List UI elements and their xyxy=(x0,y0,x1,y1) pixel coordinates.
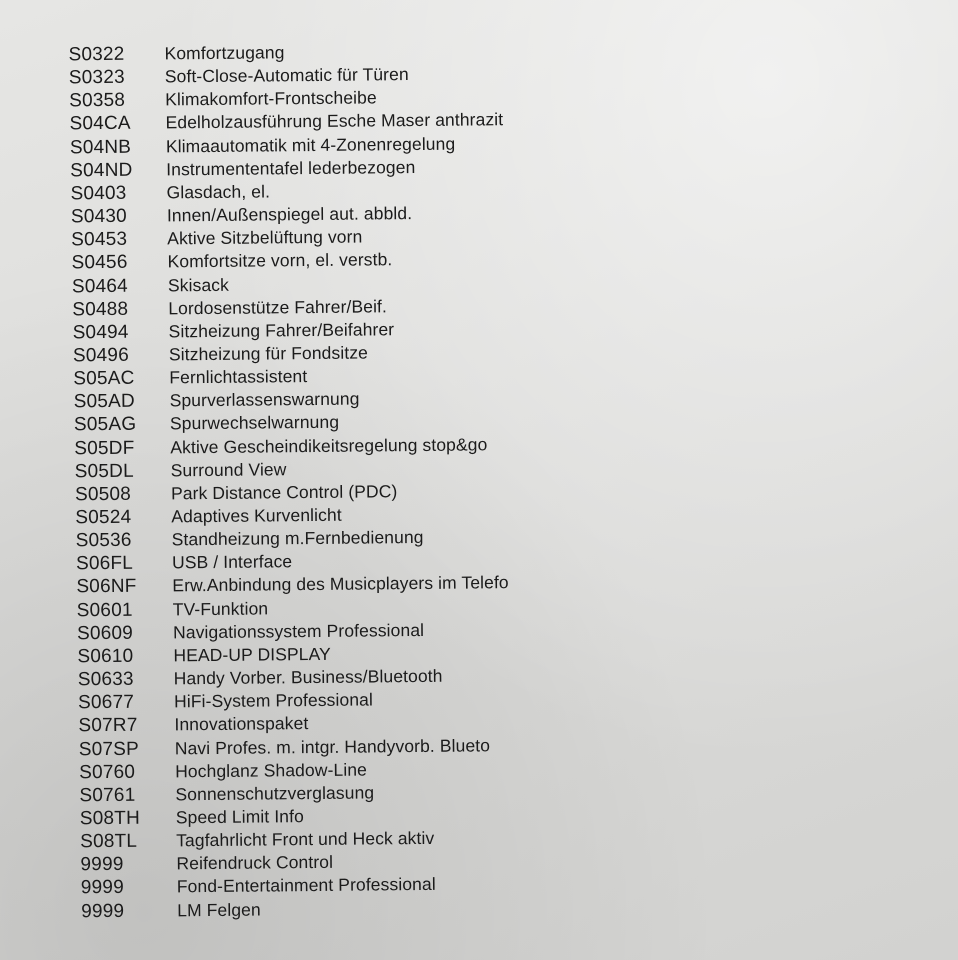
option-code: S07R7 xyxy=(78,715,138,737)
option-code: S06FL xyxy=(75,553,134,575)
option-description: Reifendruck Control xyxy=(176,852,334,874)
equipment-row xyxy=(74,411,339,437)
equipment-row xyxy=(80,827,434,853)
equipment-row xyxy=(80,851,333,876)
equipment-row xyxy=(79,734,490,761)
equipment-row xyxy=(73,365,307,390)
option-description: HEAD-UP DISPLAY xyxy=(173,643,331,666)
option-description: LM Felgen xyxy=(177,899,261,920)
equipment-row xyxy=(76,551,292,576)
option-code: S05DL xyxy=(74,460,134,482)
option-code: S0524 xyxy=(75,506,132,529)
equipment-row xyxy=(78,665,443,692)
option-code: S0322 xyxy=(68,43,125,66)
equipment-row xyxy=(73,341,368,367)
option-code: S0601 xyxy=(76,599,133,621)
equipment-row xyxy=(79,758,367,784)
option-description: Spurwechselwarnung xyxy=(169,412,340,434)
option-description: Innovationspaket xyxy=(174,713,309,735)
equipment-row xyxy=(75,480,398,506)
option-description: Handy Vorber. Business/Bluetooth xyxy=(173,665,443,689)
equipment-row xyxy=(78,712,308,737)
option-code: S06NF xyxy=(76,576,137,598)
equipment-row xyxy=(71,202,412,228)
option-code: 9999 xyxy=(81,900,125,922)
option-description: Fernlichtassistent xyxy=(169,366,308,388)
equipment-row xyxy=(73,318,395,344)
option-description: Instrumententafel lederbezogen xyxy=(166,156,416,180)
option-description: TV-Funktion xyxy=(172,598,269,619)
equipment-row xyxy=(72,273,229,298)
option-description: Innen/Außenspiegel aut. abbld. xyxy=(166,203,413,226)
option-description: Adaptives Kurvenlicht xyxy=(171,504,342,527)
option-description: Klimaautomatik mit 4-Zonenregelung xyxy=(165,133,456,157)
equipment-row xyxy=(70,156,415,182)
option-description: Sitzheizung Fahrer/Beifahrer xyxy=(168,319,395,342)
option-code: S0610 xyxy=(77,645,134,668)
option-code: S0536 xyxy=(75,529,132,552)
equipment-row xyxy=(75,504,342,530)
option-description: Tagfahrlicht Front und Heck aktiv xyxy=(176,827,435,851)
equipment-row xyxy=(68,41,284,66)
equipment-row xyxy=(70,132,456,159)
option-code: S05AG xyxy=(73,414,137,436)
option-code: S04NB xyxy=(69,136,132,158)
option-description: Navi Profes. m. intgr. Handyvorb. Blueto xyxy=(174,734,491,758)
option-description: Edelholzausführung Esche Maser anthrazit xyxy=(165,109,504,133)
equipment-row xyxy=(69,63,409,89)
option-code: S0403 xyxy=(70,182,127,205)
option-code: S05AC xyxy=(73,367,135,390)
option-code: S0761 xyxy=(79,784,136,807)
option-description: Glasdach, el. xyxy=(166,181,271,203)
option-description: Aktive Gescheindikeitsregelung stop&go xyxy=(170,433,488,457)
option-code: S0453 xyxy=(71,228,128,251)
equipment-row xyxy=(71,249,392,275)
option-code: S05DF xyxy=(74,437,135,459)
option-code: S0358 xyxy=(69,90,126,112)
equipment-row xyxy=(77,619,424,645)
option-code: S08TH xyxy=(79,807,141,830)
equipment-row xyxy=(77,643,331,668)
option-code: S08TL xyxy=(80,830,138,853)
option-description: Komfortsitze vorn, el. verstb. xyxy=(167,249,393,272)
equipment-row xyxy=(74,433,487,460)
equipment-row xyxy=(70,180,270,205)
equipment-row xyxy=(71,226,362,252)
option-code: S04CA xyxy=(69,113,131,135)
option-description: Skisack xyxy=(167,274,230,295)
equipment-row xyxy=(75,458,287,483)
option-code: S0430 xyxy=(70,205,127,228)
equipment-row xyxy=(80,805,304,830)
option-code: S0496 xyxy=(72,344,130,367)
equipment-row xyxy=(77,597,269,622)
equipment-row xyxy=(74,388,360,414)
option-code: S0464 xyxy=(71,275,128,297)
option-description: Aktive Sitzbelüftung vorn xyxy=(167,226,363,249)
option-code: S07SP xyxy=(78,738,140,760)
option-code: S0760 xyxy=(79,761,136,783)
option-code: S0609 xyxy=(76,622,134,645)
equipment-row xyxy=(76,526,424,552)
option-description: HiFi-System Professional xyxy=(174,689,374,712)
option-description: Klimakomfort-Frontscheibe xyxy=(165,87,377,110)
equipment-row xyxy=(78,689,373,715)
equipment-row xyxy=(69,87,377,113)
option-code: S0633 xyxy=(77,668,134,691)
option-description: Park Distance Control (PDC) xyxy=(170,481,398,504)
option-description: Erw.Anbindung des Musicplayers im Telefo xyxy=(172,572,509,596)
option-code: S05AD xyxy=(73,390,135,413)
equipment-row xyxy=(72,295,387,321)
option-description: Komfortzugang xyxy=(164,42,285,64)
option-description: Standheizung m.Fernbedienung xyxy=(171,527,424,550)
option-code: S0494 xyxy=(72,321,129,344)
equipment-row xyxy=(79,781,374,807)
option-code: 9999 xyxy=(80,854,124,876)
option-description: Spurverlassenswarnung xyxy=(169,388,360,411)
equipment-row xyxy=(81,898,261,923)
option-description: Sonnenschutzverglasung xyxy=(175,782,375,805)
option-code: S04ND xyxy=(70,159,133,182)
option-code: S0488 xyxy=(72,298,129,320)
option-description: USB / Interface xyxy=(171,551,293,573)
option-code: 9999 xyxy=(80,877,125,899)
option-description: Soft-Close-Automatic für Türen xyxy=(164,64,409,87)
option-description: Sitzheizung für Fondsitze xyxy=(168,342,369,365)
equipment-row xyxy=(76,572,509,599)
option-description: Navigationssystem Professional xyxy=(172,619,425,643)
option-description: Hochglanz Shadow-Line xyxy=(175,759,368,781)
option-description: Lordosenstütze Fahrer/Beif. xyxy=(168,295,388,319)
option-code: S0677 xyxy=(78,691,135,714)
option-code: S0508 xyxy=(74,483,132,506)
equipment-row xyxy=(81,873,436,899)
option-code: S0456 xyxy=(71,252,128,274)
option-description: Surround View xyxy=(170,458,287,481)
option-code: S0323 xyxy=(68,66,125,89)
option-description: Fond-Entertainment Professional xyxy=(176,874,436,897)
option-description: Speed Limit Info xyxy=(175,806,304,828)
